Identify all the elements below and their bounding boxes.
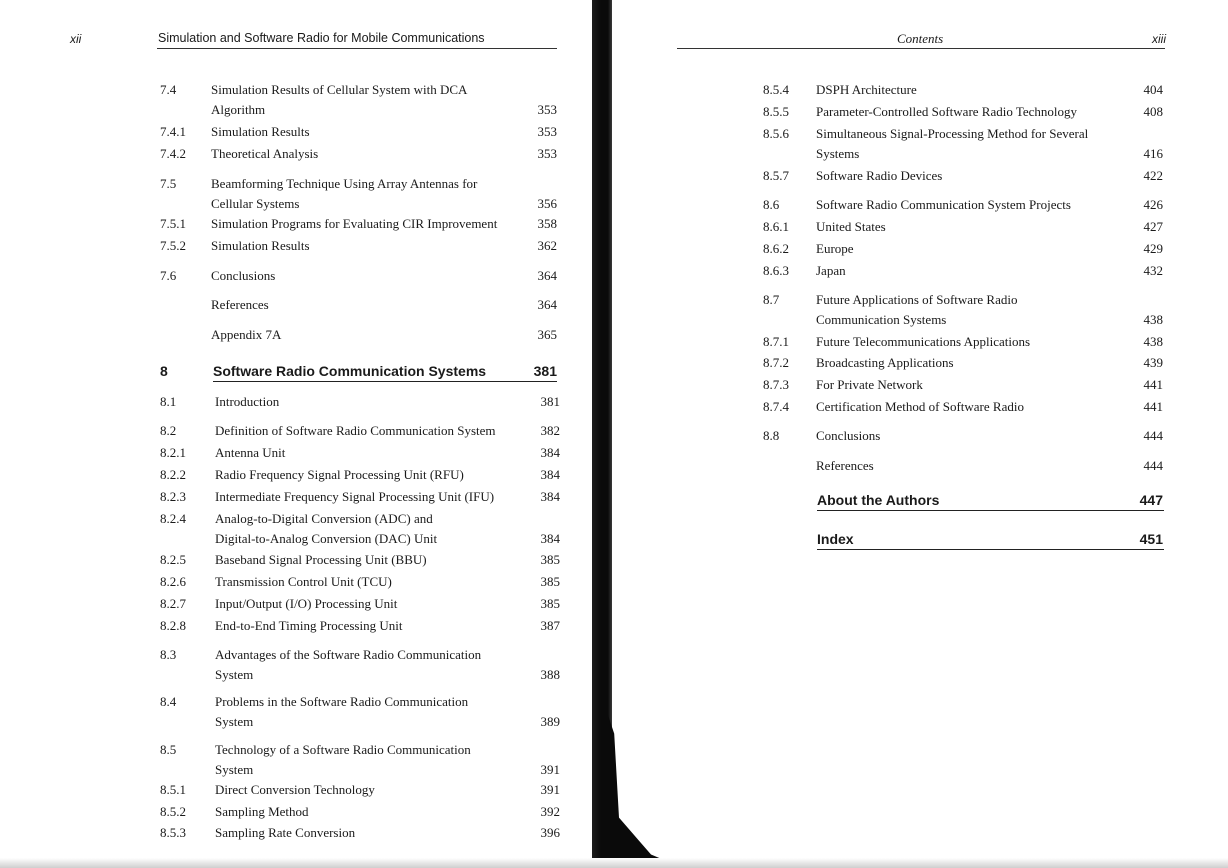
backmatter-rule [817,549,1164,550]
right-entry-title: Software Radio Devices [816,168,943,183]
right-entry-number: 8.5.7 [763,168,789,183]
left-entry-number: 7.5.1 [160,216,186,231]
left-entry-title: Digital-to-Analog Conversion (DAC) Unit [215,531,438,546]
right-entry-number: 8.6.2 [763,241,789,256]
left-entry-number: 8.5.2 [160,804,186,819]
left-entry-page: 364 [537,268,557,283]
left-entry-number: 8.2.7 [160,596,186,611]
left-entry-number: 8.2.5 [160,552,186,567]
backmatter-title: Index [817,531,854,547]
right-entry-number: 8.6 [763,197,780,212]
left-entry-title: System [215,667,254,682]
left-entry-number: 8.1 [160,394,177,409]
left-entry-page: 362 [537,238,557,253]
right-entry-title: Broadcasting Applications [816,355,954,370]
right-entry-page: 427 [1143,219,1163,234]
right-entry-page: 432 [1143,263,1163,278]
left-entry-page: 382 [540,423,560,438]
left-entry-page: 392 [540,804,560,819]
right-entry-title: Simultaneous Signal-Processing Method for Several [816,126,1089,141]
right-entry-page: 422 [1143,168,1163,183]
left-entry-title: Conclusions [211,268,276,283]
left-entry-number: 8.5.3 [160,825,186,840]
right-entry-page: 408 [1143,104,1163,119]
left-entry-title: Definition of Software Radio Communication System [215,423,496,438]
right-entry-page: 426 [1143,197,1163,212]
right-entry-title: References [816,458,874,473]
backmatter-page: 447 [1139,492,1163,508]
left-entry-title: Intermediate Frequency Signal Processing Unit (IFU) [215,489,495,504]
right-entry-title: Future Applications of Software Radio [816,292,1018,307]
right-entry-title: Software Radio Communication System Projects [816,197,1071,212]
left-entry-number: 8.2.3 [160,489,186,504]
right-entry-page: 441 [1143,377,1163,392]
left-entry-title: Algorithm [211,102,266,117]
left-entry-number: 8.2.1 [160,445,186,460]
left-entry-title: Introduction [215,394,280,409]
left-entry-title: Appendix 7A [211,327,282,342]
left-entry-number: 7.6 [160,268,177,283]
left-entry-number: 8.5.1 [160,782,186,797]
left-entry-number: 8.5 [160,742,177,757]
left-entry-number: 8.2 [160,423,177,438]
left-entry-page: 364 [537,297,557,312]
left-entry-page: 384 [540,445,560,460]
left-entry-page: 389 [540,714,560,729]
left-entry-title: Direct Conversion Technology [215,782,375,797]
right-entry-page: 438 [1143,334,1163,349]
left-entry-title: Technology of a Software Radio Communication [215,742,471,757]
left-entry-title: Transmission Control Unit (TCU) [215,574,392,589]
left-entry-page: 391 [540,782,560,797]
right-entry-title: Conclusions [816,428,881,443]
left-entry-number: 8.2.2 [160,467,186,482]
left-entry-title: References [211,297,269,312]
left-entry-title: Theoretical Analysis [211,146,319,161]
left-entry-title: Simulation Results [211,124,310,139]
left-entry-title: Radio Frequency Signal Processing Unit (RFU) [215,467,464,482]
right-entry-title: DSPH Architecture [816,82,917,97]
right-folio: xiii [1152,32,1166,46]
right-entry-number: 8.7.4 [763,399,789,414]
left-entry-number: 8.4 [160,694,177,709]
right-header-rule [677,48,1165,49]
right-entry-number: 8.6.3 [763,263,789,278]
backmatter-page: 451 [1139,531,1163,547]
left-entry-title: Antenna Unit [215,445,286,460]
left-entry-title: Cellular Systems [211,196,300,211]
left-running-title: Simulation and Software Radio for Mobile Communications [158,31,485,45]
left-entry-page: 384 [540,531,560,546]
right-entry-title: Future Telecommunications Applications [816,334,1031,349]
right-entry-number: 8.8 [763,428,780,443]
right-entry-number: 8.7.1 [763,334,789,349]
right-entry-page: 444 [1143,428,1163,443]
left-folio: xii [70,32,82,46]
chapter-title: Software Radio Communication Systems [213,363,487,379]
left-entry-page: 385 [540,552,560,567]
left-entry-page: 381 [540,394,560,409]
backmatter-rule [817,510,1164,511]
left-entry-number: 7.4 [160,82,177,97]
left-entry-page: 365 [537,327,557,342]
left-entry-page: 353 [537,124,557,139]
left-entry-page: 391 [540,762,560,777]
chapter-number: 8 [160,363,168,379]
left-entry-title: Simulation Results of Cellular System with DCA [211,82,468,97]
right-entry-title: Japan [816,263,846,278]
right-entry-title: Systems [816,146,860,161]
left-entry-page: 387 [540,618,560,633]
backmatter-title: About the Authors [817,492,940,508]
chapter-page: 381 [533,363,557,379]
right-entry-title: United States [816,219,886,234]
right-entry-title: Parameter-Controlled Software Radio Technology [816,104,1078,119]
left-entry-number: 8.2.8 [160,618,186,633]
right-entry-page: 416 [1143,146,1163,161]
right-entry-title: Communication Systems [816,312,947,327]
left-entry-page: 384 [540,489,560,504]
left-entry-title: Advantages of the Software Radio Communication [215,647,482,662]
left-entry-page: 353 [537,146,557,161]
right-entry-number: 8.5.6 [763,126,789,141]
right-entry-page: 439 [1143,355,1163,370]
right-entry-title: Europe [816,241,854,256]
left-entry-page: 384 [540,467,560,482]
left-entry-title: Beamforming Technique Using Array Antennas for [211,176,478,191]
left-entry-number: 7.5.2 [160,238,186,253]
left-header-rule [157,48,557,49]
left-entry-page: 356 [537,196,557,211]
left-entry-page: 358 [537,216,557,231]
left-entry-title: Simulation Programs for Evaluating CIR Improvement [211,216,498,231]
left-entry-number: 8.2.4 [160,511,186,526]
left-entry-number: 7.4.2 [160,146,186,161]
left-entry-page: 396 [540,825,560,840]
left-entry-title: Baseband Signal Processing Unit (BBU) [215,552,427,567]
left-entry-number: 7.5 [160,176,177,191]
left-entry-number: 8.2.6 [160,574,186,589]
chapter-rule [213,381,557,382]
right-entry-number: 8.7.3 [763,377,789,392]
left-entry-page: 385 [540,574,560,589]
right-entry-page: 404 [1143,82,1163,97]
right-entry-page: 438 [1143,312,1163,327]
right-entry-page: 441 [1143,399,1163,414]
left-entry-page: 388 [540,667,560,682]
right-running-title: Contents [897,31,944,46]
right-entry-number: 8.6.1 [763,219,789,234]
left-entry-title: System [215,714,254,729]
right-entry-page: 429 [1143,241,1163,256]
left-entry-page: 385 [540,596,560,611]
left-entry-title: System [215,762,254,777]
left-entry-title: End-to-End Timing Processing Unit [215,618,403,633]
right-entry-number: 8.5.5 [763,104,789,119]
page-bottom-edge [0,858,1228,868]
right-entry-page: 444 [1143,458,1163,473]
left-entry-number: 8.3 [160,647,177,662]
right-entry-number: 8.7 [763,292,780,307]
left-entry-title: Simulation Results [211,238,310,253]
left-entry-page: 353 [537,102,557,117]
left-entry-number: 7.4.1 [160,124,186,139]
right-entry-title: Certification Method of Software Radio [816,399,1024,414]
left-entry-title: Sampling Rate Conversion [215,825,356,840]
left-entry-title: Sampling Method [215,804,309,819]
left-entry-title: Problems in the Software Radio Communication [215,694,469,709]
right-entry-title: For Private Network [816,377,923,392]
right-entry-number: 8.7.2 [763,355,789,370]
left-entry-title: Input/Output (I/O) Processing Unit [215,596,398,611]
right-entry-number: 8.5.4 [763,82,789,97]
left-entry-title: Analog-to-Digital Conversion (ADC) and [215,511,433,526]
